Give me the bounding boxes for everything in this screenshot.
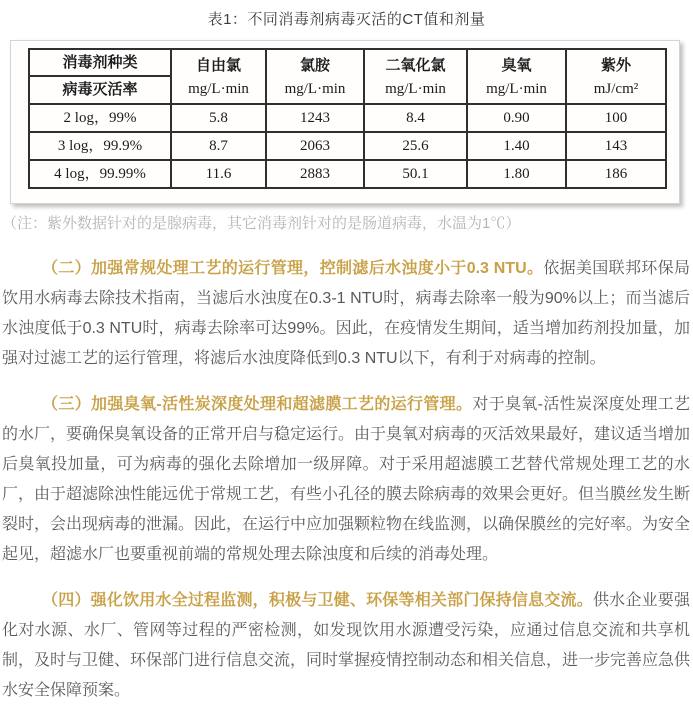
table-row (29, 132, 666, 160)
header-cell-chlorine-dioxide: 二氧化氯 mg/L·min (364, 49, 467, 104)
header-cell-free-chlorine: 自由氯 mg/L·min (171, 49, 266, 104)
row-label: 2 log，99% (29, 104, 171, 132)
table-header-row (29, 49, 666, 104)
header-cell-disinfectant-type (29, 49, 171, 104)
cell-value: 1.40 (467, 132, 566, 160)
cell-value: 100 (566, 104, 666, 132)
cell-value: 143 (566, 132, 666, 160)
header-cell-chloramine: 氯胺 mg/L·min (266, 49, 364, 104)
cell-value: 25.6 (364, 132, 467, 160)
row-label: 4 log，99.99% (29, 160, 171, 188)
row-label: 3 log，99.9% (29, 132, 171, 160)
cell-value: 186 (566, 160, 666, 188)
cell-value: 11.6 (171, 160, 266, 188)
section-2-body: 依据美国联邦环保局饮用水病毒去除技术指南，当滤后水浊度在0.3-1 NTU时，病毒去除率一般为90%以上；而当滤后水浊度低于0.3 NTU时，病毒去除率可达99%。因此，在疫情发生期间，适当增加药剂投加量，加强对过滤工艺的运行管理，将滤后水浊度降低到0.3 NTU以下，有利于对病毒的控制。 (2, 260, 690, 367)
cell-value: 8.7 (171, 132, 266, 160)
cell-value: 1.80 (467, 160, 566, 188)
paragraph-section-3 (2, 390, 690, 570)
header-cell-ozone: 臭氧 mg/L·min (467, 49, 566, 104)
header-cell-uv: 紫外 mJ/cm² (566, 49, 666, 104)
cell-value: 50.1 (364, 160, 467, 188)
table-card (10, 40, 680, 204)
header-disinfectant-label: 消毒剂种类 (30, 50, 170, 77)
section-3-body: 对于臭氧-活性炭深度处理工艺的水厂，要确保臭氧设备的正常开启与稳定运行。由于臭氧对病毒的灭活效果最好，建议适当增加后臭氧投加量，可为病毒的强化去除增加一级屏障。对于采用超滤膜工艺替代常规处理工艺的水厂，由于超滤除浊性能远优于常规工艺，有些小孔径的膜去除病毒的效果会更好。但当膜丝发生断裂时，会出现病毒的泄漏。因此，在运行中应加强颗粒物在线监测，以确保膜丝的完好率。为安全起见，超滤水厂也要重视前端的常规处理去除浊度和后续的消毒处理。 (2, 396, 691, 563)
cell-value: 5.8 (171, 104, 266, 132)
section-4-heading: （四）强化饮用水全过程监测，积极与卫健、环保等相关部门保持信息交流。 (42, 592, 593, 609)
section-4-body: 供水企业要强化对水源、水厂、管网等过程的严密检测，如发现饮用水源遭受污染，应通过信息交流和共享机制，及时与卫健、环保部门进行信息交流，同时掌握疫情控制动态和相关信息，进一步完善应急供水安全保障预案。 (2, 592, 691, 699)
ct-values-table (28, 48, 667, 189)
paragraph-section-4 (2, 586, 690, 706)
header-inactivation-label: 病毒灭活率 (62, 82, 138, 98)
section-2-heading: （二）加强常规处理工艺的运行管理，控制滤后水浊度小于0.3 NTU。 (42, 260, 544, 277)
table-row (29, 104, 666, 132)
cell-value: 2883 (266, 160, 364, 188)
cell-value: 0.90 (467, 104, 566, 132)
cell-value: 8.4 (364, 104, 467, 132)
table-footnote: （注：紫外数据针对的是腺病毒，其它消毒剂针对的是肠道病毒，水温为1℃） (2, 215, 521, 232)
table-row (29, 160, 666, 188)
table-title: 表1：不同消毒剂病毒灭活的CT值和剂量 (207, 11, 486, 28)
section-3-heading: （三）加强臭氧-活性炭深度处理和超滤膜工艺的运行管理。 (42, 396, 473, 413)
cell-value: 1243 (266, 104, 364, 132)
paragraph-section-2 (2, 254, 690, 374)
cell-value: 2063 (266, 132, 364, 160)
